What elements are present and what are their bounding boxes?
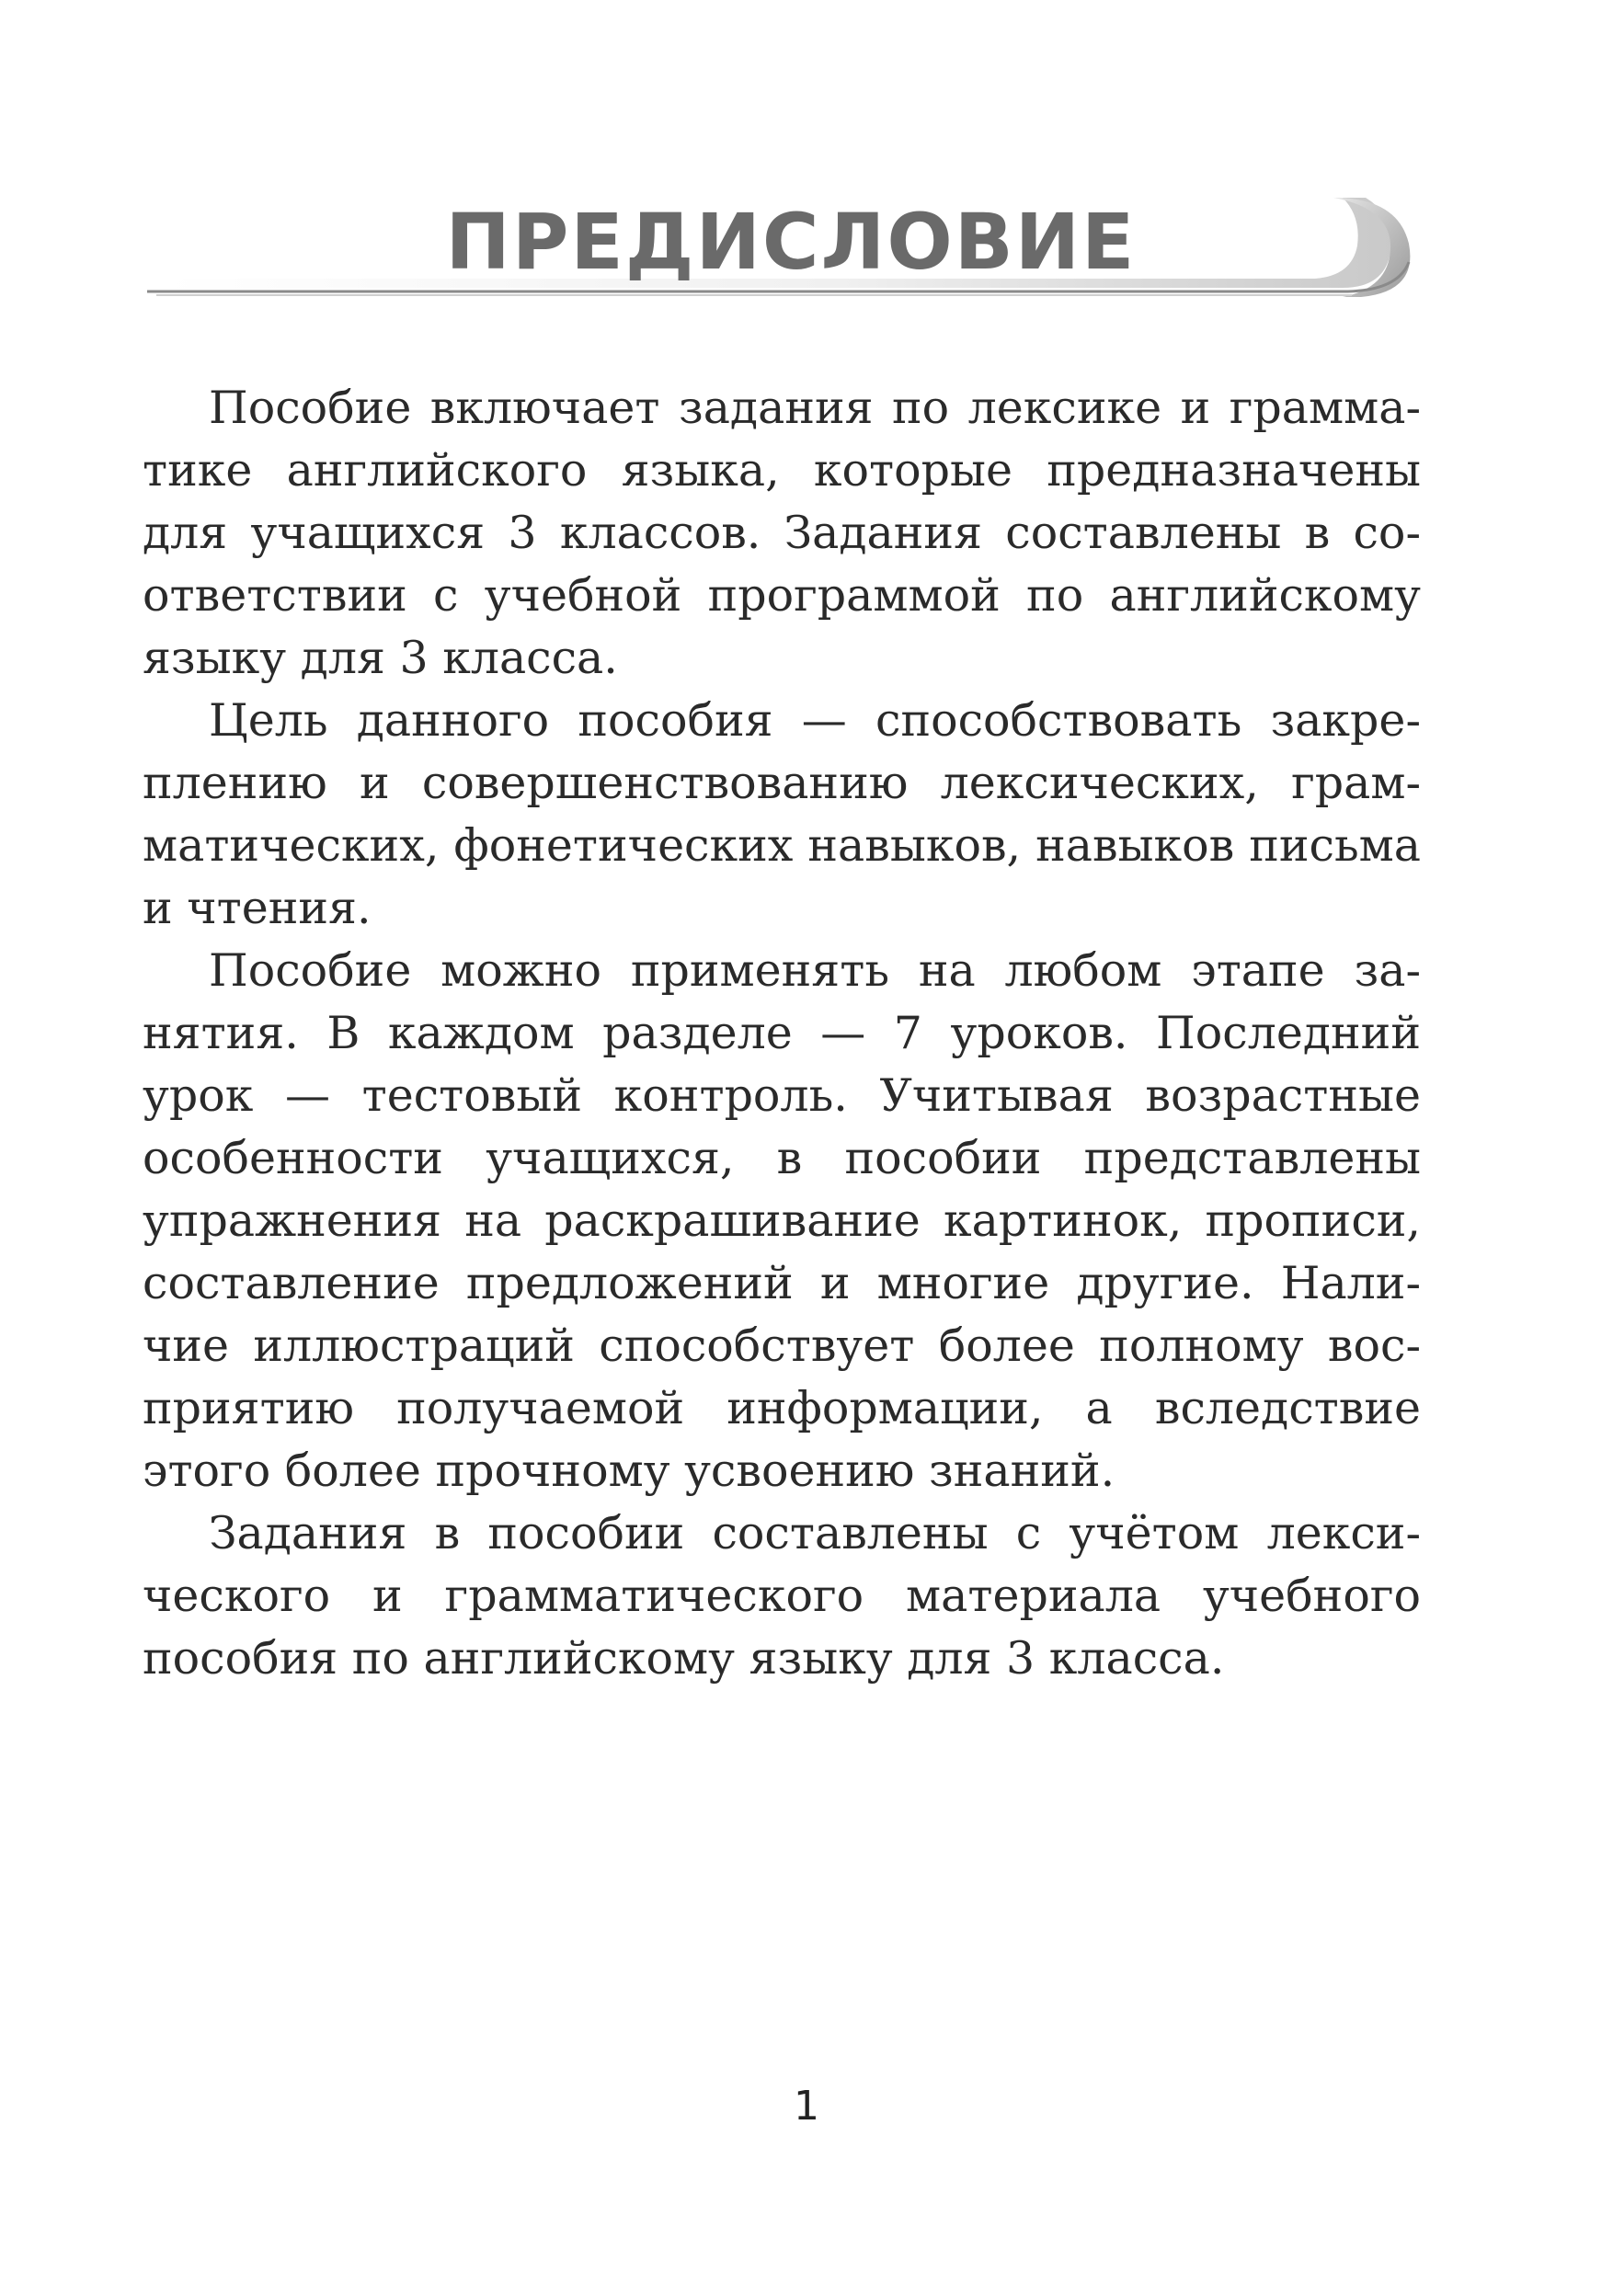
paragraph-4: Задания в пособии составлены с учётом лексического и грамматического материала учебного пособия по английскому языку для 3 класса. <box>143 1507 1421 1685</box>
paragraph-2: Цель данного пособия — способствовать закреплению и совершенствованию лексических, грамматических, фонетических навыков, навыков письма и чтения. <box>143 694 1421 934</box>
paragraph-1: Пособие включает задания по лексике и грамматике английского языка, которые предназначены для учащихся 3 классов. Задания составлены в соответствии с учебной программой по английскому языку для 3 класса. <box>143 382 1421 684</box>
paragraph-3: Пособие можно применять на любом этапе занятия. В каждом разделе — 7 уроков. Последний урок — тестовый контроль. Учитывая возрастные особенности учащихся, в пособии представлены упражнения на раскрашивание картинок, прописи, составление предложений и многие другие. Наличие иллюстраций способствует более полному восприятию получаемой информации, а вследствие этого более прочному усвоению знаний. <box>143 944 1421 1497</box>
page-number: 1 <box>794 2083 819 2130</box>
title-banner <box>147 188 1435 308</box>
page-title: ПРЕДИСЛОВИЕ <box>445 197 1137 287</box>
preface-body <box>143 377 1421 1690</box>
